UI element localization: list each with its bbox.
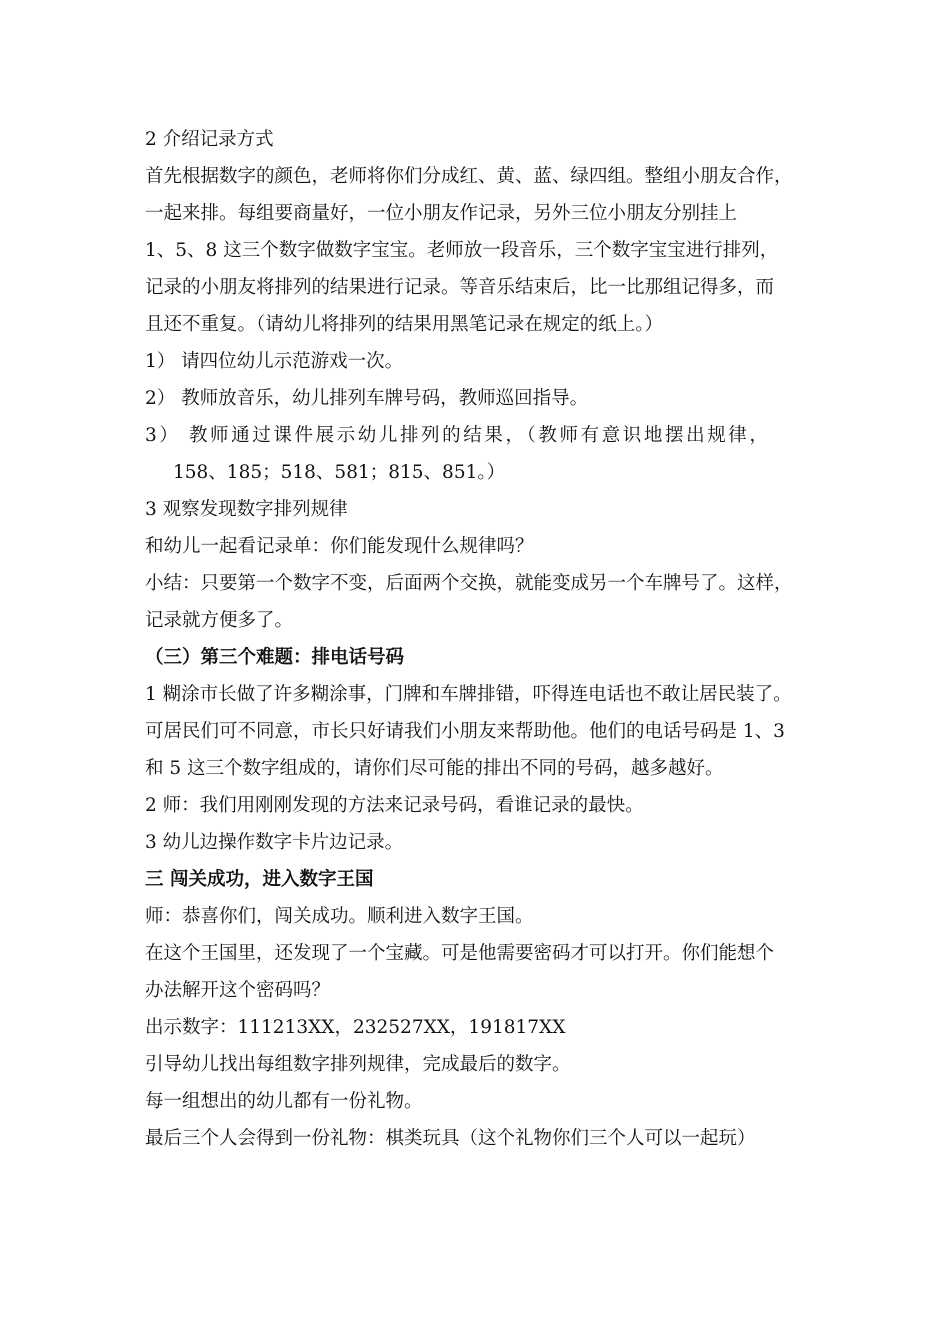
paragraph-line: 出示数字：111213XX，232527XX，191817XX (145, 1017, 566, 1038)
paragraph-line: 1、5、8 这三个数字做数字宝宝。老师放一段音乐，三个数字宝宝进行排列， (145, 240, 779, 261)
paragraph-line: 1 糊涂市长做了许多糊涂事，门牌和车牌排错，吓得连电话也不敢让居民装了。 (145, 684, 792, 705)
list-item: 2） 教师放音乐，幼儿排列车牌号码，教师巡回指导。 (145, 388, 589, 409)
paragraph-line: 2 师：我们用刚刚发现的方法来记录号码，看谁记录的最快。 (145, 795, 644, 816)
paragraph-line: 且还不重复。（请幼儿将排列的结果用黑笔记录在规定的纸上。） (145, 314, 664, 335)
paragraph-line: 在这个王国里，还发现了一个宝藏。可是他需要密码才可以打开。你们能想个 (145, 943, 775, 964)
section-heading-phone-numbers: （三）第三个难题：排电话号码 (145, 647, 405, 668)
paragraph-line: 3 幼儿边操作数字卡片边记录。 (145, 832, 404, 853)
paragraph-line: 小结：只要第一个数字不变，后面两个交换，就能变成另一个车牌号了。这样， (145, 573, 793, 594)
paragraph-line: 和 5 这三个数字组成的，请你们尽可能的排出不同的号码，越多越好。 (145, 758, 724, 779)
paragraph-line: 和幼儿一起看记录单：你们能发现什么规律吗？ (145, 536, 534, 557)
paragraph-line: 最后三个人会得到一份礼物：棋类玩具（这个礼物你们三个人可以一起玩） (145, 1128, 756, 1149)
paragraph-line: 每一组想出的幼儿都有一份礼物。 (145, 1091, 423, 1112)
paragraph-line: 可居民们可不同意，市长只好请我们小朋友来帮助他。他们的电话号码是 1、3 (145, 721, 785, 742)
paragraph-line: 首先根据数字的颜色，老师将你们分成红、黄、蓝、绿四组。整组小朋友合作， (145, 166, 793, 187)
section-heading-digital-kingdom: 三 闯关成功，进入数字王国 (145, 869, 374, 890)
paragraph-line: 一起来排。每组要商量好，一位小朋友作记录，另外三位小朋友分别挂上 (145, 203, 738, 224)
paragraph-line: 办法解开这个密码吗？ (145, 980, 331, 1001)
paragraph-line: 师：恭喜你们，闯关成功。顺利进入数字王国。 (145, 906, 534, 927)
paragraph-line: 记录就方便多了。 (145, 610, 294, 631)
section-heading-record-method: 2 介绍记录方式 (145, 129, 274, 150)
list-item: 3） 教师通过课件展示幼儿排列的结果，（教师有意识地摆出规律， (145, 425, 771, 446)
list-item: 1） 请四位幼儿示范游戏一次。 (145, 351, 404, 372)
list-item-continuation: 158、185；518、581；815、851。） (173, 462, 506, 483)
paragraph-line: 引导幼儿找出每组数字排列规律，完成最后的数字。 (145, 1054, 571, 1075)
section-heading-observe-pattern: 3 观察发现数字排列规律 (145, 499, 348, 520)
paragraph-line: 记录的小朋友将排列的结果进行记录。等音乐结束后，比一比那组记得多，而 (145, 277, 775, 298)
